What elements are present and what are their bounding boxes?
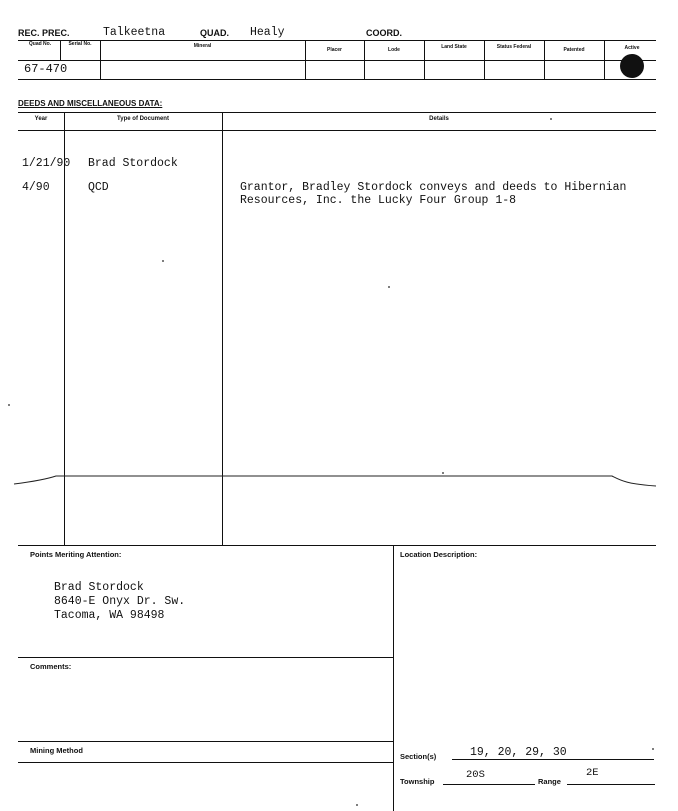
points-address-line-1: 8640-E Onyx Dr. Sw. [54,595,186,608]
lode-label: Lode [388,47,400,53]
points-name: Brad Stordock [54,581,144,594]
col-details-header: Details [429,116,449,122]
location-label: Location Description: [400,550,478,559]
quad-label: QUAD. [200,28,229,38]
sections-value: 19, 20, 29, 30 [470,746,567,759]
coord-label: COORD. [366,28,402,38]
deed-type: Brad Stordock [88,157,178,170]
deeds-section-title: DEEDS AND MISCELLANEOUS DATA: [18,99,163,108]
quad-value: Healy [250,26,285,39]
points-label: Points Meriting Attention: [30,550,122,559]
col-type-header: Type of Document [117,116,169,122]
mineral-label: Mineral [193,43,212,49]
active-label: Active [624,45,640,51]
page-edge-overlap [0,466,678,496]
patented-label: Patented [563,47,585,53]
township-label: Township [400,777,435,786]
sections-label: Section(s) [400,752,437,761]
quad-no-label: Quad No. [28,41,52,47]
deed-details-line-1: Grantor, Bradley Stordock conveys and deeds to Hibernian [240,181,627,194]
land-state-label: Land State [441,44,467,50]
mining-method-label: Mining Method [30,746,83,755]
col-year-header: Year [34,116,48,122]
deed-year: 1/21/90 [22,157,71,170]
deed-year: 4/90 [22,181,50,194]
quad-no-value: 67-470 [24,62,68,76]
township-value: 20S [466,769,485,781]
deed-type: QCD [88,181,109,194]
range-label: Range [538,777,561,786]
rec-prec-value: Talkeetna [103,26,166,39]
deed-details-line-2: Resources, Inc. the Lucky Four Group 1-8 [240,194,517,207]
active-filled-dot [620,54,644,78]
serial-no-label: Serial No. [68,41,92,47]
comments-label: Comments: [30,662,72,671]
status-federal-label: Status Federal [496,44,532,50]
points-address-line-2: Tacoma, WA 98498 [54,609,165,622]
placer-label: Placer [326,47,342,53]
range-value: 2E [586,767,599,779]
rec-prec-label: REC. PREC. [18,28,70,38]
